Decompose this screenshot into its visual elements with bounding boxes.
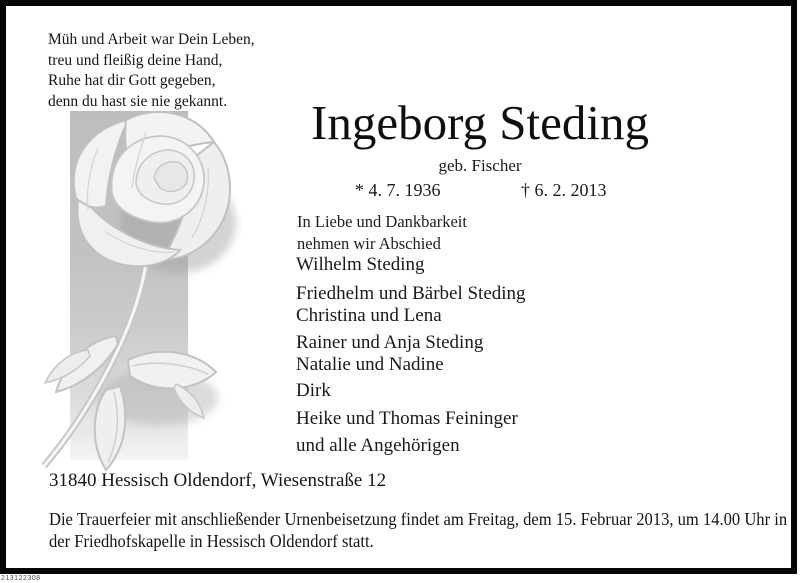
- farewell-line: nehmen wir Abschied: [297, 234, 441, 253]
- white-rose-icon: [28, 98, 243, 483]
- mourner-name: Wilhelm Steding: [296, 254, 425, 275]
- verse-line: treu und fleißig deine Hand,: [48, 51, 223, 69]
- funeral-details: [49, 509, 800, 552]
- verse-line: Ruhe hat dir Gott gegeben,: [48, 72, 216, 89]
- maiden-name: geb. Fischer: [438, 156, 522, 175]
- farewell-line: In Liebe und Dankbarkeit: [297, 212, 467, 231]
- mourner-name: Christina und Lena: [296, 305, 442, 326]
- mourner-name: Natalie und Nadine: [296, 354, 444, 375]
- mourner-name: Dirk: [296, 380, 331, 401]
- mourner-name: und alle Angehörigen: [296, 435, 460, 456]
- death-date: † 6. 2. 2013: [521, 180, 607, 200]
- mourner-name: Rainer und Anja Steding: [296, 332, 484, 353]
- family-address: 31840 Hessisch Oldendorf, Wiesenstraße 12: [49, 470, 387, 491]
- mourner-name: Friedhelm und Bärbel Steding: [296, 283, 526, 304]
- print-code: 213122308: [1, 575, 41, 582]
- verse-line: denn du hast sie nie gekannt.: [48, 92, 228, 110]
- mourner-name: Heike und Thomas Feininger: [296, 408, 518, 429]
- funeral-details-line: Die Trauerfeier mit anschließender Urnenbeisetzung findet am Freitag, dem 15. Februar 2013, um 14.00 Uhr in: [49, 509, 788, 529]
- deceased-name: Ingeborg Steding: [311, 95, 649, 150]
- funeral-details-line: der Friedhofskapelle in Hessisch Oldendorf statt.: [49, 530, 374, 551]
- birth-date: * 4. 7. 1936: [355, 180, 441, 200]
- verse-line: Müh und Arbeit war Dein Leben,: [48, 31, 255, 48]
